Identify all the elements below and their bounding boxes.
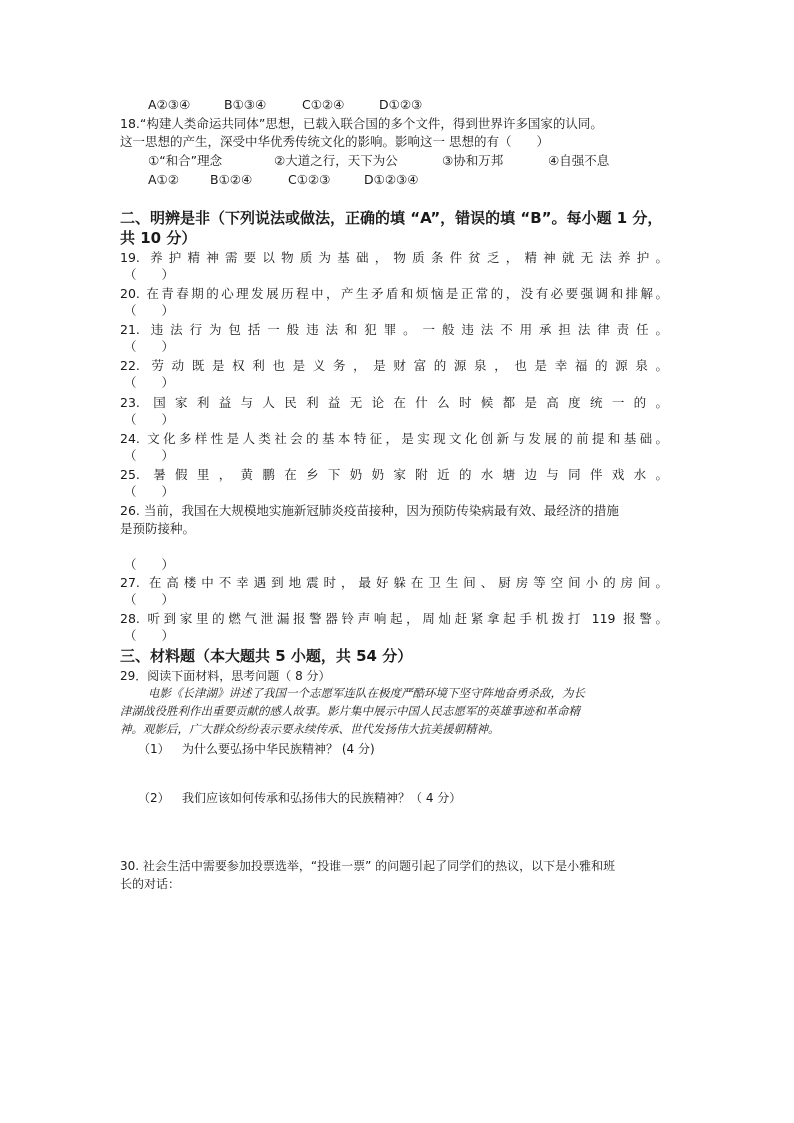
q29-sub1-text: 为什么要弘扬中华民族精神？ (4 分) <box>182 742 375 756</box>
section2-heading-line1: 二、明辨是非（下列说法或做法，正确的填 “A”，错误的填 “B”。每小题 1 分， <box>120 209 663 227</box>
tf-item-text: 20. 在青春期的心理发展历程中，产生矛盾和烦恼是正常的，没有必要强调和排解。 <box>120 286 668 301</box>
answer-blank: （ ） <box>124 484 175 499</box>
q18-stem-line2: 这一思想的产生，深受中华优秀传统文化的影响。影响这一 思想的有（ ） <box>120 134 549 149</box>
tf-item-text: 28. 听到家里的燃气泄漏报警器铃声响起，周灿赶紧拿起手机拨打 119 报警。 <box>120 611 668 626</box>
q18-option-a: A①② <box>148 172 179 187</box>
section2-heading-line2: 共 10 分） <box>120 229 197 247</box>
q29-material-line2: 津湖战役胜利作出重要贡献的感人故事。影片集中展示中国人民志愿军的英雄事迹和革命精 <box>120 704 580 718</box>
section3-heading: 三、材料题（本大题共 5 小题，共 54 分） <box>120 647 413 665</box>
tf-item-text: 27. 在高楼中不幸遇到地震时，最好躲在卫生间、厨房等空间小的房间。 <box>120 575 668 590</box>
answer-blank: （ ） <box>124 267 175 282</box>
answer-blank: （ ） <box>124 628 175 643</box>
answer-blank: （ ） <box>124 557 175 572</box>
tf-item-text: 25. 暑假里，黄鹏在乡下奶奶家附近的水塘边与同伴戏水。 <box>120 467 668 482</box>
q18-option-b: B①②④ <box>210 172 253 187</box>
q18-item-2: ②大道之行，天下为公 <box>274 153 398 168</box>
q17-option-c: C①②④ <box>302 97 345 112</box>
q17-option-b: B①③④ <box>224 97 267 112</box>
q29-sub2-text: 我们应该如何传承和弘扬伟大的民族精神？（ 4 分） <box>182 791 462 805</box>
q29-intro: 29．阅读下面材料，思考问题（ 8 分） <box>120 669 331 683</box>
q26-line1: 26. 当前，我国在大规模地实施新冠肺炎疫苗接种，因为预防传染病最有效、最经济的措施 <box>120 503 619 518</box>
q17-option-d: D①②③ <box>379 97 423 112</box>
q18-option-d: D①②③④ <box>364 172 419 187</box>
q18-item-4: ④自强不息 <box>548 153 610 168</box>
answer-blank: （ ） <box>124 412 175 427</box>
q29-material-line1: 电影《长津湖》讲述了我国一个志愿军连队在极度严酷环境下坚守阵地奋勇杀敌，为长 <box>148 686 585 700</box>
answer-blank: （ ） <box>124 448 175 463</box>
tf-item-text: 23. 国家利益与人民利益无论在什么时候都是高度统一的。 <box>120 395 668 410</box>
q30-line1: 30. 社会生活中需要参加投票选举，“投谁一票” 的问题引起了同学们的热议，以下是小雅和班 <box>120 859 616 873</box>
answer-blank: （ ） <box>124 339 175 354</box>
q29-sub1-number: （1） <box>138 742 170 756</box>
q29-material-line3: 神。观影后，广大群众纷纷表示要永续传承、世代发扬伟大抗美援朝精神。 <box>120 722 500 736</box>
q26-line2: 是预防接种。 <box>120 521 196 536</box>
q17-option-a: A②③④ <box>148 97 191 112</box>
q18-stem-line1: 18.“构建人类命运共同体”思想，已载入联合国的多个文件，得到世界许多国家的认同。 <box>120 116 603 131</box>
q18-option-c: C①②③ <box>288 172 331 187</box>
answer-blank: （ ） <box>124 375 175 390</box>
q30-line2: 长的对话： <box>120 877 181 891</box>
tf-item-text: 22. 劳动既是权利也是义务，是财富的源泉，也是幸福的源泉。 <box>120 358 668 373</box>
q18-item-1: ①“和合”理念 <box>148 153 223 168</box>
answer-blank: （ ） <box>124 592 175 607</box>
tf-item-text: 21. 违法行为包括一般违法和犯罪。一般违法不用承担法律责任。 <box>120 322 668 337</box>
q29-sub2-number: （2） <box>138 791 170 805</box>
tf-item-text: 24. 文化多样性是人类社会的基本特征，是实现文化创新与发展的前提和基础。 <box>120 431 668 446</box>
q18-item-3: ③协和万邦 <box>442 153 504 168</box>
answer-blank: （ ） <box>124 303 175 318</box>
tf-item-text: 19. 养护精神需要以物质为基础，物质条件贫乏，精神就无法养护。 <box>120 250 668 265</box>
